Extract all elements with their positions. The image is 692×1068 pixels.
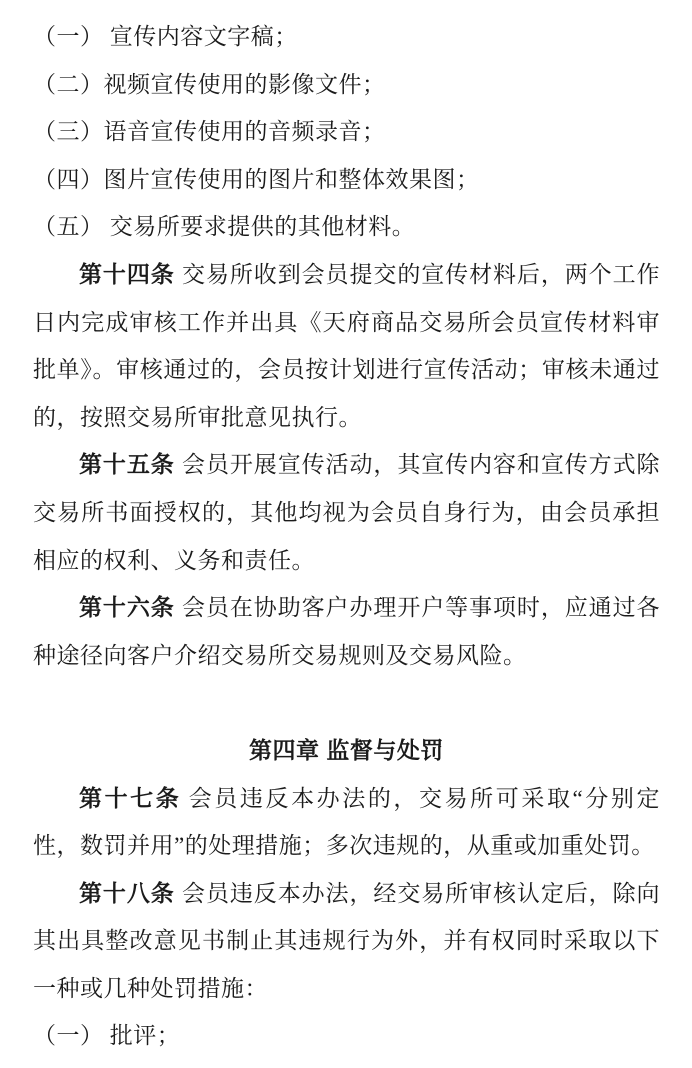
article-number: 第十六条 — [79, 594, 175, 621]
list-item — [33, 203, 660, 251]
list-item — [33, 108, 660, 156]
list-item — [33, 156, 660, 204]
chapter-heading-text: 第四章 监督与处罚 — [249, 736, 444, 763]
list-item-text: （四）图片宣传使用的图片和整体效果图； — [33, 166, 480, 192]
article-text: 会员在协助客户办理开户等事项时，应通过各种途径向客户介绍交易所交易规则及交易风险。 — [33, 595, 661, 668]
chapter-heading — [33, 727, 660, 775]
document-body — [33, 13, 660, 1060]
list-item-text: （三）语音宣传使用的音频录音； — [33, 119, 386, 145]
article-paragraph — [33, 584, 660, 679]
article-text: 会员开展宣传活动，其宣传内容和宣传方式除交易所书面授权的，其他均视为会员自身行为，由会员承担相应的权利、义务和责任。 — [33, 452, 661, 573]
article-number: 第十五条 — [79, 451, 175, 478]
article-text: 会员违反本办法，经交易所审核认定后，除向其出具整改意见书制止其违规行为外，并有权同时采取以下一种或几种处罚措施： — [33, 880, 661, 1001]
list-item-text: （一） 宣传内容文字稿； — [33, 24, 298, 49]
list-item — [33, 1012, 660, 1060]
article-paragraph — [33, 775, 660, 870]
article-paragraph — [33, 441, 660, 584]
list-item — [33, 61, 660, 109]
list-item-text: （二）视频宣传使用的影像文件； — [33, 71, 386, 97]
list-item-text: （一） 批评； — [33, 1023, 181, 1049]
list-item — [33, 13, 660, 61]
article-paragraph — [33, 870, 660, 1013]
article-number: 第十四条 — [79, 260, 175, 287]
article-paragraph — [33, 251, 660, 441]
article-number: 第十八条 — [79, 879, 175, 906]
article-text: 交易所收到会员提交的宣传材料后，两个工作日内完成审核工作并出具《天府商品交易所会员宣传材料审批单》。审核通过的，会员按计划进行宣传活动；审核未通过的，按照交易所审批意见执行。 — [33, 261, 661, 430]
list-item-text: （五） 交易所要求提供的其他材料。 — [33, 214, 416, 240]
article-number: 第十七条 — [79, 784, 182, 811]
article-text: 会员违反本办法的，交易所可采取“分别定性，数罚并用”的处理措施；多次违规的，从重或加重处罚。 — [33, 785, 660, 859]
